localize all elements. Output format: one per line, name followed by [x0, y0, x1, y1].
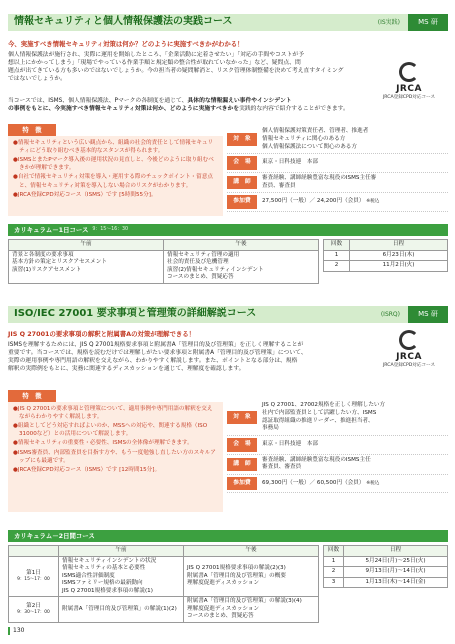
- info-line: 審査員、審査員: [262, 464, 302, 471]
- curriculum-title: カリキュラム－1日コース: [14, 226, 89, 234]
- session-date: 6月23日(木): [350, 250, 448, 261]
- day-label: 第1日: [26, 569, 41, 576]
- col-header: 回数: [324, 546, 344, 557]
- info-label: 対 象: [227, 133, 257, 146]
- am-cell: [59, 556, 184, 597]
- info-label: 会 場: [227, 156, 257, 169]
- cell-line: 背景と各制度の要求事項: [12, 251, 74, 258]
- course2-curriculum-header: [8, 530, 448, 542]
- logo-sub: JRCA登録CPD対応コース: [382, 363, 436, 369]
- info-line: JIS Q 27001、27002規格を正しく理解したい方: [262, 402, 386, 408]
- info-line: 審査経験、講師経験豊富な現役のISMS主任: [262, 456, 371, 463]
- session-date: 9月13日(月)～14日(火): [344, 567, 448, 578]
- cell-line: 理解度促進ディスカッション: [187, 580, 260, 587]
- col-header: 午前: [59, 546, 184, 557]
- cell-line: 社会的責任及び危機管理: [167, 259, 229, 266]
- col-header: 午前: [9, 240, 164, 251]
- intro-line: 解釈の実際例をもとに、実務に関連するディスカッションを通じて、理解度を確認します。: [8, 366, 245, 373]
- intro-line: ISMSを理解するためには、JIS Q 27001規格要求事項と附属書A「管理目的及び管理策」を正しく理解することが: [8, 342, 304, 348]
- intro-line: 重要です。当コースでは、規格を読むだけでは理解しがたい要求事項と附属書A「管理目的及び管理策」について、: [8, 350, 307, 357]
- info-row-target: [227, 126, 448, 154]
- info-line: 東京・日科技連 本部: [262, 159, 318, 166]
- info-value: [257, 439, 323, 451]
- intro-line: 実際の運用事例や専門用語の解釈を交えながら、わかりやすく解説します。また、ポイントとなる部分は、規格: [8, 358, 298, 365]
- table-row: [324, 261, 448, 272]
- cell-line: JIS Q 27001規格要求事項の解説(2)(3): [187, 565, 286, 572]
- cell-line: 附属書A「管理目的及び管理策」の解説(1)(2): [62, 605, 177, 612]
- feature-item: ●JRCA登録CPD対応コース（ISMS）です [5時間55分]。: [13, 191, 157, 198]
- course1-curriculum-table: [8, 239, 319, 284]
- info-value: [257, 196, 384, 208]
- info-row-venue: [227, 436, 448, 454]
- course2-curriculum-table: [8, 545, 319, 623]
- info-row-lecturer: [227, 173, 448, 194]
- info-line: 27,500円（一般）／ 24,200円（会員）: [262, 198, 365, 205]
- day-label: 第2日: [26, 602, 41, 609]
- info-line: 社内で内部監査員として活躍したい方、ISMS: [262, 409, 377, 416]
- info-value: [257, 400, 390, 435]
- features-heading: 特 徴: [8, 124, 56, 136]
- table-row: [9, 240, 319, 251]
- curriculum-time: 9：15～16：30: [92, 227, 129, 232]
- course1-info: [227, 126, 448, 212]
- intro-bold: 具体的な情報漏えい事件やインシデント: [187, 98, 292, 104]
- course2-info: [227, 400, 448, 493]
- course1-curriculum-header: [8, 224, 448, 236]
- curriculum-title: カリキュラム－2日間コース: [14, 532, 95, 540]
- cell-line: 附属書A「管理目的及び管理策」の解説(3)(4): [187, 598, 302, 605]
- info-label: 対 象: [227, 411, 257, 424]
- table-row: [324, 546, 448, 557]
- table-row: [9, 250, 319, 283]
- course2-jrca-logo: [370, 330, 448, 369]
- info-value: [257, 126, 373, 153]
- course2-intro: [8, 341, 348, 373]
- course1-title-bar: [8, 14, 448, 31]
- features-box: [8, 136, 223, 216]
- info-row-fee: [227, 193, 448, 211]
- features-heading: 特 徴: [8, 390, 56, 402]
- am-cell: [59, 597, 184, 623]
- cell-line: 情報セキュリティの基本と必要性: [62, 565, 146, 572]
- course1-abbr: (IS実践): [377, 18, 400, 26]
- cell-line: 附属書A「管理目的及び管理策」の概要: [187, 572, 286, 579]
- course2-badge: MS 研: [408, 306, 448, 323]
- table-row: [324, 577, 448, 588]
- cell-line: コースのまとめ、質疑応答: [167, 274, 234, 281]
- cell-line: 情報セキュリティ管理の適用: [167, 251, 240, 258]
- session-no: 3: [324, 577, 344, 588]
- session-date: 5月24日(月)～25日(火): [344, 556, 448, 567]
- col-header: 日程: [350, 240, 448, 251]
- info-line: 69,300円（一般）／ 60,500円（会員）: [262, 479, 365, 486]
- feature-item: ●JRCA登録CPD対応コース（ISMS）です [12時間15分]。: [13, 466, 161, 473]
- feature-item: ●ISMSとまたPマーク導入後の運用状況の見直しと、今後どのように取り組むべきかが理解できます。: [13, 157, 214, 172]
- logo-brand: JRCA: [396, 352, 422, 362]
- am-cell: [9, 250, 164, 283]
- day-cell: [9, 597, 59, 623]
- cell-line: コースのまとめ、質疑応答: [187, 613, 254, 620]
- feature-item: ●情報セキュリティの重要性・必要性、ISMSの全体像が理解できます。: [13, 440, 193, 447]
- intro-line: 個人情報保護法が施行され、実際に運用を開始したところ、「企業活動に定着させたい」「対応の手間やコストが予: [8, 52, 304, 58]
- feature-item: ●JIS Q 27001の要求事項と管理策について、適用事例や専門用語の解釈を交えながらわかりやすく解説します。: [13, 406, 213, 421]
- feature-item: ●自社で情報セキュリティ対策を導入・運用する際のチェックポイント・留意点と、情報セキュリティ対策を導入しない場合のリスクがわかります。: [13, 174, 213, 189]
- tax-note: ※税込: [366, 480, 380, 486]
- features-box: [8, 402, 223, 512]
- info-value: [257, 455, 376, 475]
- col-header: 回数: [324, 240, 350, 251]
- course2-abbr: (ISRQ): [380, 310, 400, 318]
- intro-text: 実践的な内容で紹介することができます。: [239, 106, 349, 113]
- pm-cell: [184, 597, 319, 623]
- course2-title: ISO/IEC 27001 要求事項と管理策の詳細解説コース: [14, 308, 257, 320]
- session-no: 1: [324, 556, 344, 567]
- col-header: 午後: [164, 240, 319, 251]
- session-no: 2: [324, 567, 344, 578]
- table-row: [9, 546, 319, 557]
- info-row-venue: [227, 154, 448, 172]
- info-value: [257, 478, 384, 490]
- course1-title: 情報セキュリティと個人情報保護法の実践コース: [14, 16, 233, 28]
- cell-line: 情報セキュリティインシデントの状況: [62, 557, 157, 564]
- intro-line: ではないでしょうか。: [8, 76, 66, 83]
- jrca-mark-icon: [394, 330, 424, 352]
- table-row: [9, 597, 319, 623]
- course1-lead: 今、実施すべき情報セキュリティ対策は何か？どのように実施すべきかがわかる！: [8, 40, 244, 48]
- feature-item: ●ISMS審査員、内部監査員を目指す方や、もう一度勉強し直したい方のスキルアップにも最適です。: [13, 449, 216, 464]
- info-row-target: [227, 400, 448, 436]
- info-row-fee: [227, 475, 448, 493]
- course1-intro: [8, 51, 348, 83]
- day-cell: [9, 556, 59, 597]
- feature-item: ●情報セキュリティという広い観点から、組織の社会的責任として情報セキュリティにどう取り組むべき基本的なスタンスが得られます。: [13, 140, 214, 155]
- course1-features: [8, 124, 223, 216]
- jrca-mark-icon: [394, 62, 424, 84]
- info-line: 東京・日科技連 本部: [262, 441, 318, 448]
- info-row-lecturer: [227, 455, 448, 476]
- intro-bold: の事例をもとに、今実施すべき情報セキュリティ対策は何か、どのように実施すべきかを: [8, 106, 240, 113]
- info-line: 認証取得組織の推進リーダー、推進担当者、: [262, 417, 374, 424]
- session-date: 1月13日(木)～14日(金): [344, 577, 448, 588]
- course1-schedule-table: [323, 239, 448, 272]
- page-number: 130: [8, 627, 24, 635]
- session-no: 1: [324, 250, 350, 261]
- cell-line: ISMSファミリー規格の最新動向: [62, 580, 143, 587]
- info-value: [257, 157, 323, 169]
- course1-badge: MS 研: [408, 14, 448, 31]
- table-row: [324, 556, 448, 567]
- pm-cell: [184, 556, 319, 597]
- course2-features: [8, 390, 223, 512]
- course2-lead: JIS Q 27001の要求事項の解釈と附属書Aの対策が理解できる！: [8, 330, 196, 338]
- cell-line: 理解度促進ディスカッション: [187, 605, 260, 612]
- cell-line: 演習(1)リスクアセスメント: [12, 266, 82, 273]
- info-label: 講 師: [227, 176, 257, 189]
- table-row: [9, 556, 319, 597]
- table-row: [324, 240, 448, 251]
- course2-title-bar: [8, 306, 448, 323]
- table-row: [324, 567, 448, 578]
- info-line: 査員、審査員: [262, 182, 296, 189]
- pm-cell: [164, 250, 319, 283]
- day-time: 9：30～17：00: [17, 610, 50, 616]
- info-value: [257, 173, 381, 193]
- cell-line: 基本方針の策定とリスクアセスメント: [12, 259, 107, 266]
- info-label: 参加費: [227, 195, 257, 208]
- intro-text: 当コースでは、ISMS、個人情報保護法、Pマークの各制度を通じて、: [8, 98, 188, 104]
- info-line: 個人情報保護法について関心のある方: [262, 143, 357, 150]
- table-row: [324, 250, 448, 261]
- feature-item: ●組織としてどう対応すればよいのか、MSSへの対応や、関連する規格（ISO 31000など）との活用について解説します。: [13, 423, 208, 438]
- course2-schedule-table: [323, 545, 448, 588]
- tax-note: ※税込: [366, 199, 380, 205]
- info-line: 個人情報保護対策責任者、管理者、推進者: [262, 128, 369, 134]
- info-line: 審査経験、講師経験豊富な現役のISMS主任審: [262, 174, 377, 181]
- session-no: 2: [324, 261, 350, 272]
- intro-line: 想以上にかかってしまう」「現場でやっている作業手順と規定類の整合性が取れていなかった」など、疑問点、問: [8, 60, 301, 67]
- info-label: 講 師: [227, 458, 257, 471]
- logo-brand: JRCA: [396, 84, 422, 94]
- info-line: 事務局: [262, 425, 279, 432]
- intro-line: 題点が出てきている方も多いのではないでしょうか。今の担当者の疑問解消と、リスク管理体制整備を決めて考え直すタイミング: [8, 68, 344, 75]
- info-line: 情報セキュリティに関心のある方: [262, 135, 346, 142]
- col-header: 日程: [344, 546, 448, 557]
- info-label: 参加費: [227, 477, 257, 490]
- info-label: 会 場: [227, 438, 257, 451]
- day-time: 9：15～17：00: [17, 577, 50, 583]
- cell-line: ISMS適合性評価制度: [62, 572, 115, 579]
- logo-sub: JRCA登録CPD対応コース: [382, 95, 436, 101]
- session-date: 11月2日(火): [350, 261, 448, 272]
- course1-jrca-logo: [370, 62, 448, 101]
- cell-line: 演習(2)情報セキュリティインシデント: [167, 266, 264, 273]
- cell-line: JIS Q 27001規格要求事項の解説(1): [62, 587, 153, 594]
- col-header: 午後: [184, 546, 319, 557]
- col-header-day: [9, 546, 59, 557]
